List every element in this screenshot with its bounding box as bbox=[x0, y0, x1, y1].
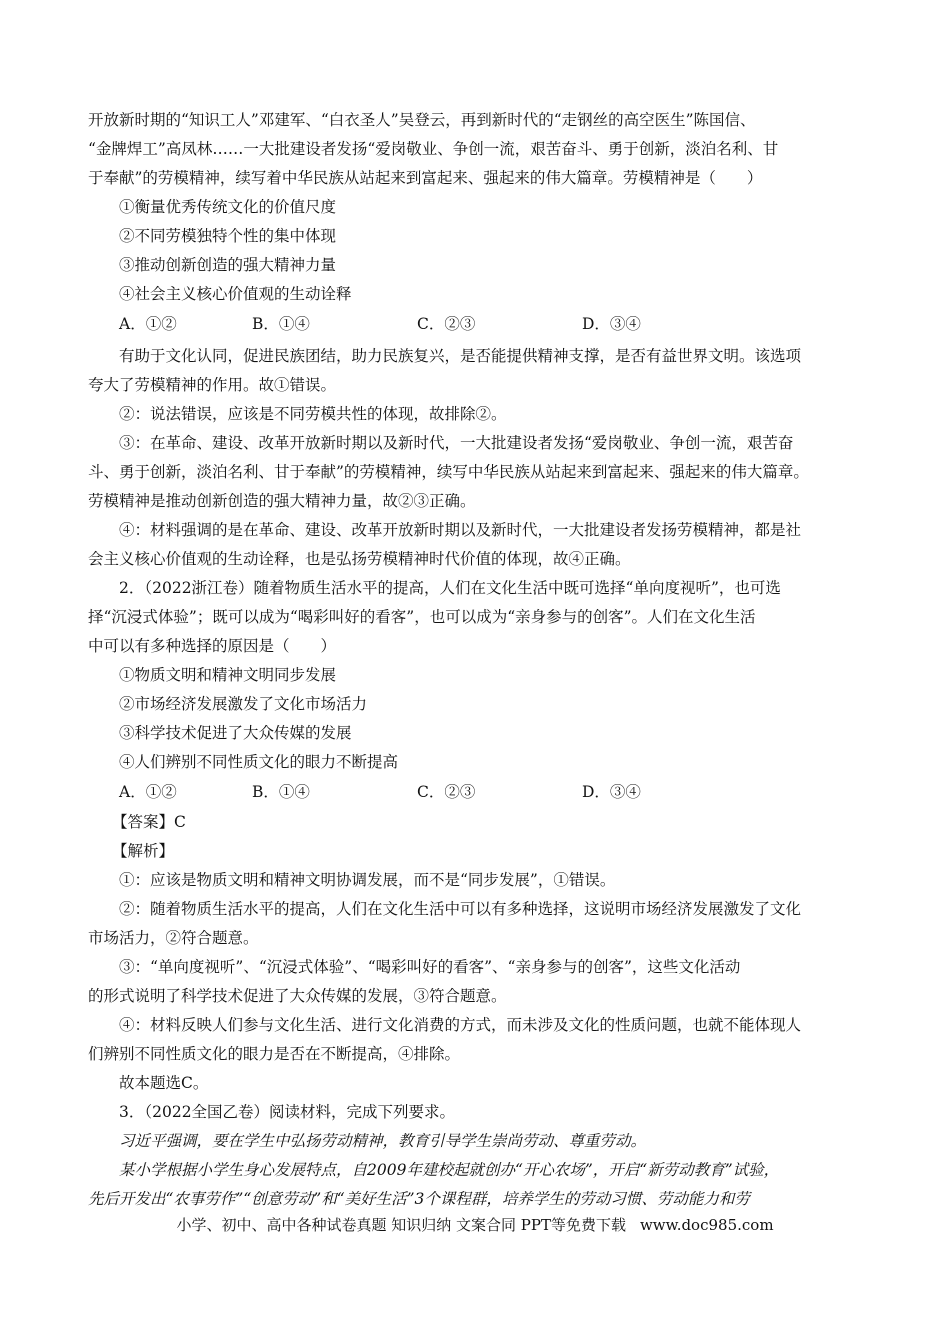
q2-analysis-line: 市场活力，②符合题意。 bbox=[88, 929, 259, 947]
q2-analysis-line: 的形式说明了科学技术促进了大众传媒的发展，③符合题意。 bbox=[88, 987, 507, 1005]
q1-option-c: C．②③ bbox=[417, 315, 476, 333]
q3-material-line: 先后开发出“农事劳作”“创意劳动”和“美好生活”3个课程群，培养学生的劳动习惯、劳动能力和劳 bbox=[88, 1190, 750, 1208]
q2-option-a: A．①② bbox=[119, 783, 177, 801]
q2-stem-line: 中可以有多种选择的原因是（ ） bbox=[88, 637, 337, 655]
q1-item: ②不同劳模独特个性的集中体现 bbox=[119, 227, 337, 245]
page-footer bbox=[0, 1215, 950, 1235]
q2-analysis-line: ④：材料反映人们参与文化生活、进行文化消费的方式，而未涉及文化的性质问题，也就不能体现人 bbox=[119, 1016, 802, 1034]
q1-analysis-line: 斗、勇于创新，淡泊名利、甘于奉献”的劳模精神，续写中华民族从站起来到富起来、强起来的伟大篇章。 bbox=[88, 463, 809, 481]
q2-analysis-line: ①：应该是物质文明和精神文明协调发展，而不是“同步发展”，①错误。 bbox=[119, 871, 616, 889]
q2-item: ③科学技术促进了大众传媒的发展 bbox=[119, 724, 352, 742]
q2-analysis-title: 【解析】 bbox=[112, 842, 175, 860]
q2-analysis-line: 故本题选C。 bbox=[119, 1074, 209, 1092]
q2-stem-line: 择“沉浸式体验”；既可以成为“喝彩叫好的看客”，也可以成为“亲身参与的创客”。人们在文化生活 bbox=[88, 608, 756, 626]
q3-material-line: 某小学根据小学生身心发展特点，自2009年建校起就创办“开心农场”，开启“新劳动教育”试验， bbox=[119, 1161, 780, 1179]
q3-stem: 3．（2022全国乙卷）阅读材料，完成下列要求。 bbox=[119, 1103, 456, 1121]
q1-analysis-line: ③：在革命、建设、改革开放新时期以及新时代，一大批建设者发扬“爱岗敬业、争创一流，艰苦奋 bbox=[119, 434, 794, 452]
q1-stem-line: 于奉献”的劳模精神，续写着中华民族从站起来到富起来、强起来的伟大篇章。劳模精神是（ ） bbox=[88, 169, 763, 187]
q1-option-d: D．③④ bbox=[582, 315, 641, 333]
q2-analysis-line: ③：“单向度视听”、“沉浸式体验”、“喝彩叫好的看客”、“亲身参与的创客”，这些文化活动 bbox=[119, 958, 741, 976]
q2-option-b: B．①④ bbox=[252, 783, 310, 801]
q1-analysis-line: 劳模精神是推动创新创造的强大精神力量，故②③正确。 bbox=[88, 492, 476, 510]
q3-material-line: 习近平强调，要在学生中弘扬劳动精神，教育引导学生崇尚劳动、尊重劳动。 bbox=[119, 1132, 647, 1150]
q1-item: ④社会主义核心价值观的生动诠释 bbox=[119, 285, 352, 303]
q2-analysis-line: ②：随着物质生活水平的提高，人们在文化生活中可以有多种选择，这说明市场经济发展激发了文化 bbox=[119, 900, 802, 918]
q2-option-d: D．③④ bbox=[582, 783, 641, 801]
footer-url[interactable]: www.doc985.com bbox=[639, 1216, 774, 1234]
q1-analysis-line: ④：材料强调的是在革命、建设、改革开放新时期以及新时代，一大批建设者发扬劳模精神，都是社 bbox=[119, 521, 802, 539]
q2-stem-line: 2．（2022浙江卷）随着物质生活水平的提高，人们在文化生活中既可选择“单向度视听”，也可选 bbox=[119, 579, 781, 597]
q1-analysis-line: 有助于文化认同，促进民族团结，助力民族复兴，是否能提供精神支撑，是否有益世界文明。该选项 bbox=[119, 347, 802, 365]
q1-analysis-line: ②：说法错误，应该是不同劳模共性的体现，故排除②。 bbox=[119, 405, 507, 423]
q2-option-c: C．②③ bbox=[417, 783, 476, 801]
q2-item: ②市场经济发展激发了文化市场活力 bbox=[119, 695, 368, 713]
q2-analysis-line: 们辨别不同性质文化的眼力是否在不断提高，④排除。 bbox=[88, 1045, 461, 1063]
q1-analysis-line: 夸大了劳模精神的作用。故①错误。 bbox=[88, 376, 337, 394]
q1-option-a: A．①② bbox=[119, 315, 177, 333]
q1-item: ①衡量优秀传统文化的价值尺度 bbox=[119, 198, 337, 216]
q2-item: ①物质文明和精神文明同步发展 bbox=[119, 666, 337, 684]
footer-text: 小学、初中、高中各种试卷真题 知识归纳 文案合同 PPT等免费下载 bbox=[176, 1216, 626, 1234]
q1-stem-line: 开放新时期的“知识工人”邓建军、“白衣圣人”吴登云，再到新时代的“走钢丝的高空医生”陈国信、 bbox=[88, 111, 756, 129]
q2-answer: 【答案】C bbox=[112, 813, 186, 831]
q1-item: ③推动创新创造的强大精神力量 bbox=[119, 256, 337, 274]
q1-analysis-line: 会主义核心价值观的生动诠释，也是弘扬劳模精神时代价值的体现，故④正确。 bbox=[88, 550, 631, 568]
q2-item: ④人们辨别不同性质文化的眼力不断提高 bbox=[119, 753, 399, 771]
q1-option-b: B．①④ bbox=[252, 315, 310, 333]
q1-stem-line: “金牌焊工”高凤林……一大批建设者发扬“爱岗敬业、争创一流，艰苦奋斗、勇于创新，淡泊名利、甘 bbox=[88, 140, 779, 158]
